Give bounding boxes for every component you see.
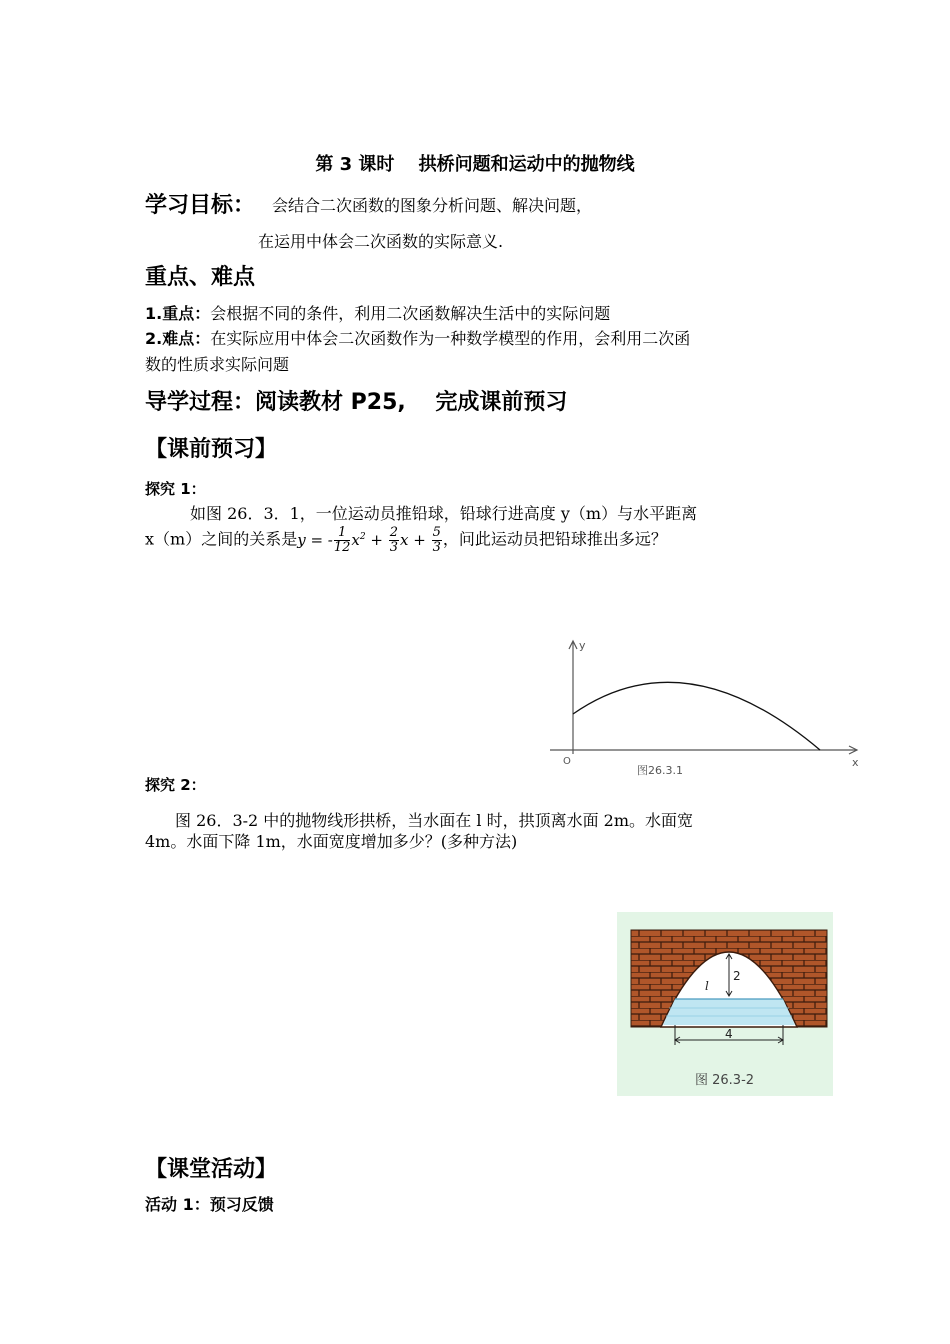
explore-1-label: 探究 1： [145,480,206,498]
shot-put-trajectory-figure [545,632,865,777]
explore-1-line-2 [145,526,667,555]
key-point-2-text-a: 在实际应用中体会二次函数作为一种数学模型的作用，会利用二次函 [210,329,691,348]
water-level-label: l [705,979,709,993]
width-label: 4 [725,1027,733,1041]
key-point-1 [145,301,610,324]
guide-heading: 导学过程：阅读教材 P25, 完成课前预习 [145,390,568,415]
origin-label: O [563,756,571,767]
explore-1-line-1: 如图 26．3．1，一位运动员推铅球，铅球行进高度 y（m）与水平距离 [190,504,698,523]
key-point-1-text: 会根据不同的条件，利用二次函数解决生活中的实际问题 [210,304,611,323]
quadratic-formula: y = - $\frac{1}{12}$ $x^2$ + $\frac{2}{3}$ x + $\frac{5}{3}$ [297,525,441,555]
explore-2-line-2: 4m。水面下降 1m，水面宽度增加多少？(多种方法) [145,832,518,851]
water-area [663,999,795,1025]
key-point-2-label: 2.难点： [145,329,211,348]
explore-2-line-1: 图 26．3-2 中的抛物线形拱桥，当水面在 l 时，拱顶离水面 2m。水面宽 [175,811,694,830]
key-point-1-label: 1.重点： [145,304,211,323]
page-title: 第 3 课时 拱桥问题和运动中的抛物线 [315,154,635,175]
figure-26-3-2-caption: 图 26.3-2 [695,1073,755,1088]
explore-2-label: 探究 2： [145,776,206,794]
x-axis-label: x [852,756,859,769]
y-axis-label: y [579,639,586,652]
figure-26-3-1-caption: 图26.3.1 [637,764,683,777]
class-activity-heading: 【课堂活动】 [145,1157,278,1182]
explore-1-line-2-prefix: x（m）之间的关系是 [145,529,298,549]
key-point-2 [145,326,690,349]
key-points-heading: 重点、难点 [145,265,256,290]
objectives-line-2: 在运用中体会二次函数的实际意义. [258,232,504,251]
height-label: 2 [733,969,741,983]
preview-heading: 【课前预习】 [145,437,278,462]
activity-1-title: 活动 1：预习反馈 [145,1195,274,1214]
explore-1-line-2-suffix: ，问此运动员把铅球推出多远？ [442,529,667,549]
arch-bridge-figure [617,912,833,1096]
trajectory-curve [573,682,820,750]
objectives-line-1: 会结合二次函数的图象分析问题、解决问题， [272,196,593,215]
key-point-2-text-b: 数的性质求实际问题 [145,355,290,374]
objectives-heading: 学习目标： [145,193,256,218]
